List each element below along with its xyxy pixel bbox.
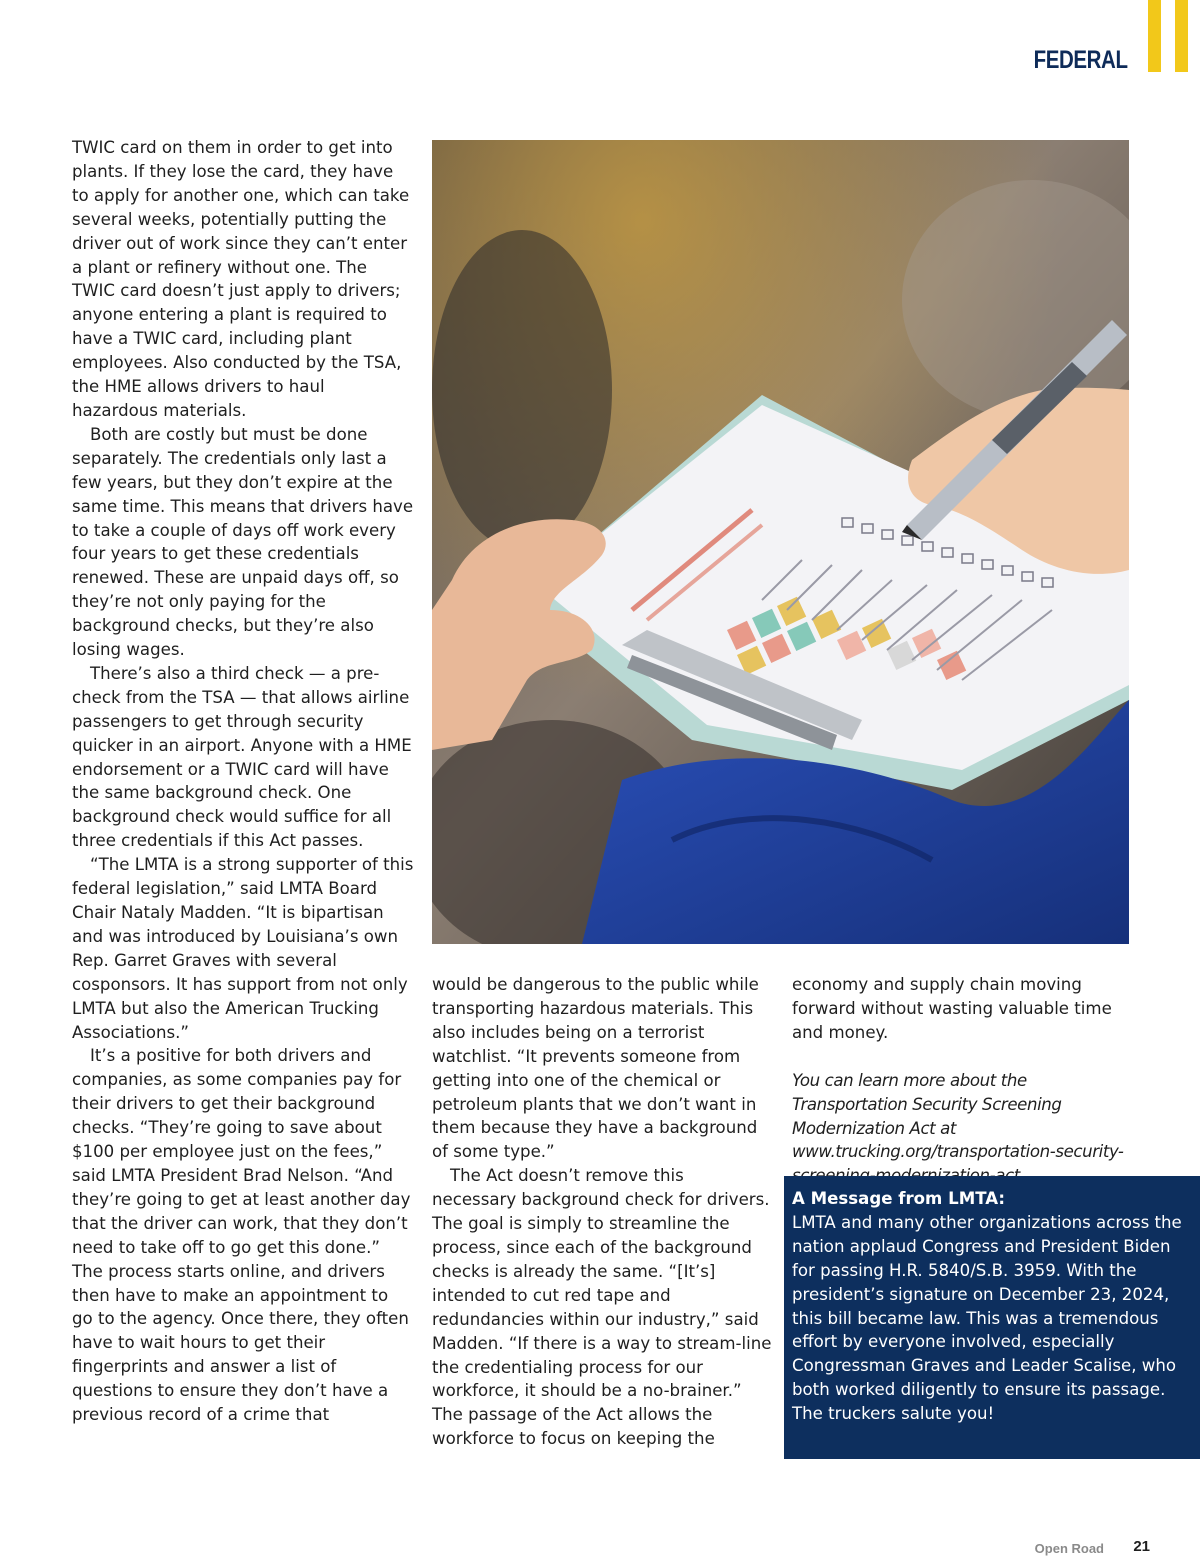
accent-bar <box>1148 0 1161 72</box>
paragraph: Both are costly but must be done separately. The credentials only last a few years, but they don’t expire at the same time. This means that drivers have to take a couple of days off work every four years to get these credentials renewed. These are unpaid days off, so they’re not only paying for the background checks, but they’re also losing wages. <box>72 424 414 660</box>
paragraph: would be dangerous to the public while transporting hazardous materials. This also includes being on a terrorist watchlist. “It prevents someone from getting into one of the chemical or petroleum plants that we don’t want in them because they have a background of some type.” <box>432 975 759 1162</box>
paragraph: TWIC card on them in order to get into plants. If they lose the card, they have to apply for another one, which can take several weeks, potentially putting the driver out of work since they can’t enter a plant or refinery without one. The TWIC card doesn’t just apply to drivers; anyone entering a plant is required to have a TWIC card, including plant employees. Also conducted by the TSA, the HME allows drivers to haul hazardous materials. <box>72 138 410 420</box>
paragraph: It’s a positive for both drivers and companies, as some companies pay for their drivers to get their background checks. “They’re going to save about $100 per employee just on the fees,” said LMTA President Brad Nelson. “And they’re going to get at least another day that the driver can work, that they don’t need to take off to go get this done.” The process starts online, and drivers then have to make an appointment to go to the agency. Once there, they often have to wait hours to get their fingerprints and answer a list of questions to ensure they don’t have a previous record of a crime that <box>72 1046 411 1425</box>
paragraph: “The LMTA is a strong supporter of this federal legislation,” said LMTA Board Chair Nataly Madden. “It is bipartisan and was introduced by Louisiana’s own Rep. Garret Graves with several cosponsors. It has support from not only LMTA but also the American Trucking Associations.” <box>72 855 414 1042</box>
article-column-3 <box>792 973 1138 1188</box>
clipboard-photo <box>432 140 1129 944</box>
paragraph: The Act doesn’t remove this necessary background check for drivers. The goal is simply to streamline the process, since each of the background checks is already the same. “[It’s] intended to cut red tape and redundancies within our industry,” said Madden. “If there is a way to stream-line the credentialing process for our workforce, it should be a no-brainer.” The passage of the Act allows the workforce to focus on keeping the <box>432 1166 772 1449</box>
article-column-1 <box>72 136 414 1427</box>
page-number: 21 <box>1133 1538 1150 1555</box>
publication-name: Open Road <box>1034 1541 1104 1556</box>
paragraph: economy and supply chain moving forward without wasting valuable time and money. <box>792 975 1112 1042</box>
message-title: A Message from LMTA: <box>792 1189 1006 1208</box>
paragraph: There’s also a third check — a pre-check from the TSA — that allows airline passengers to get through security quicker in an airport. Anyone with a HME endorsement or a TWIC card will have the same background check. One background check would suffice for all three credentials if this Act passes. <box>72 663 412 851</box>
accent-bar <box>1175 0 1188 72</box>
section-label: FEDERAL <box>1034 46 1128 74</box>
lmta-message-box <box>784 1176 1200 1459</box>
clipboard-illustration <box>432 140 1129 944</box>
message-body: LMTA and many other organizations across the nation applaud Congress and President Biden for passing H.R. 5840/S.B. 3959. With the president’s signature on December 23, 2024, this bill became law. This was a tremendous effort by everyone involved, especially Congressman Graves and Leader Scalise, who both worked diligently to ensure its passage. The truckers salute you! <box>792 1212 1182 1424</box>
reference-note: You can learn more about the Transportation Security Screening Modernization Act at www.trucking.org/transportation-security- <box>792 1070 1124 1162</box>
header-accent-bars <box>1148 0 1200 72</box>
article-column-2 <box>432 973 772 1451</box>
